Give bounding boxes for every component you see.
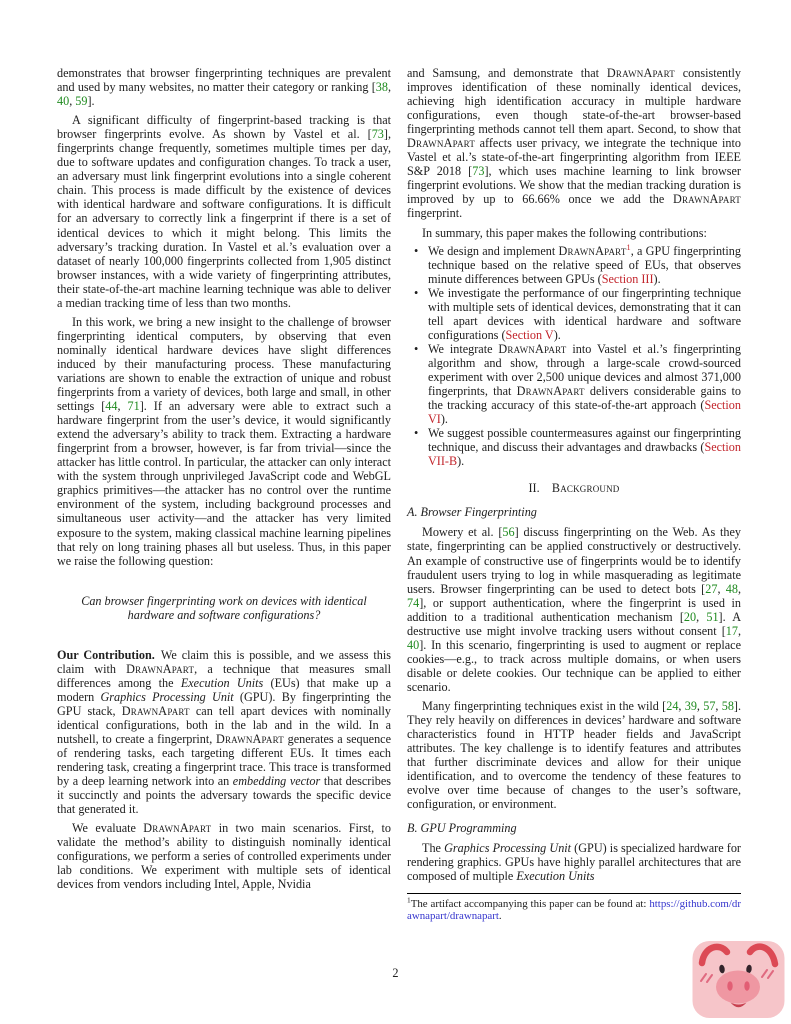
text-run: We design and implement [428, 243, 559, 258]
text-run: Our Contribution. [57, 647, 155, 662]
text-run: in two main scenarios. First, to validate the method’s ability to distinguish nominally identical configurations, we perform a series of controlled experiments under lab conditions. We experiment with multiple sets of identical devices from vendors including Intel, Apple, Nvidia [57, 821, 391, 892]
text-run: (GPU) is specialized hardware for rendering graphics. GPUs have highly parallel architectures that are composed of multiple [407, 841, 741, 884]
contributions-list [407, 244, 741, 469]
section-link[interactable]: Section VII-B [428, 440, 741, 469]
text-run: The artifact accompanying this paper can be found at: [410, 897, 650, 910]
smallcaps-name: DrawnApart [407, 136, 476, 151]
text-run: In summary, this paper makes the following contributions: [422, 225, 707, 240]
smallcaps-name: DrawnApart [672, 192, 741, 207]
text-run: We integrate [428, 341, 499, 356]
text-run: delivers considerable gains to the tracking accuracy of this state-of-the-art approach ( [428, 384, 741, 413]
text-run: ). [653, 271, 661, 286]
text-run: A significant difficulty of fingerprint-based tracking is that browser fingerprints evolve. As shown by Vastel et al. [ [57, 113, 391, 142]
citation-link[interactable]: 73 [371, 127, 384, 142]
paragraph [57, 66, 391, 108]
text-run: ). [553, 327, 561, 342]
text-run: Graphics Processing Unit [444, 841, 572, 856]
smallcaps-name: DrawnApart [121, 703, 190, 718]
text-run: We claim this is possible, and we assess this claim with [57, 647, 391, 676]
text-run: (GPU). By fingerprinting the GPU stack, [57, 689, 391, 718]
text-run: , [737, 623, 741, 638]
section-heading [407, 481, 741, 495]
smallcaps-name: DrawnApart [143, 821, 212, 836]
text-run: We evaluate [72, 821, 144, 836]
text-run: can tell apart devices with nominally identical configurations, both in the lab and in the wild. In a nutshell, to create a fingerprint, [57, 703, 391, 747]
contribution-item [413, 426, 741, 468]
url-link[interactable]: https://github.com/drawnapart/drawnapart [407, 897, 741, 923]
text-run: generates a sequence of rendering tasks, each targeting different EUs. It times each rendering task, creating a fingerprint trace. This trace is transformed by a deep learning network into an [57, 732, 391, 789]
text-run: ] discuss fingerprinting on the Web. As they state, fingerprinting can be applied constructively or destructively. An example of constructive use of fingerprints would be to identify fraudulent users trying to log in while masquerading as legitimate users. Browser fingerprinting can be used to detect bots [ [407, 525, 742, 596]
text-run: Graphics Processing Unit [100, 689, 234, 704]
section-link[interactable]: Section V [505, 327, 554, 342]
text-run: fingerprint. [407, 206, 463, 221]
text-run: , [737, 581, 741, 596]
citation-link[interactable]: 38 [375, 80, 388, 95]
text-run: ], or support authentication, where the fingerprint is used in addition to a traditional authentication mechanism [ [407, 595, 741, 624]
text-run: , [717, 581, 726, 596]
citation-link[interactable]: 44 [105, 399, 118, 414]
paragraph [407, 699, 741, 811]
text-run: embedding vector [232, 774, 321, 789]
text-run: demonstrates that browser fingerprinting techniques are prevalent and used by many websites, no matter their category or ranking [ [57, 66, 391, 95]
right-column [407, 66, 741, 923]
text-run: The [422, 841, 445, 856]
citation-link[interactable]: 39 [684, 698, 697, 713]
citation-link[interactable]: 20 [683, 609, 697, 624]
contribution-item [413, 342, 741, 426]
citation-link[interactable]: 74 [407, 595, 420, 610]
paragraph [57, 821, 391, 891]
text-run: and Samsung, and demonstrate that [407, 66, 607, 80]
paragraph [407, 226, 741, 240]
text-run: ). [457, 454, 465, 469]
citation-link[interactable]: 56 [502, 525, 515, 540]
text-run: Mowery et al. [ [422, 525, 503, 540]
text-run: (EUs) that make up a modern [57, 675, 391, 704]
citation-link[interactable]: 40 [407, 637, 420, 652]
citation-link[interactable]: 73 [472, 164, 485, 179]
text-run: B. GPU Programming [407, 821, 517, 836]
smallcaps-name: DrawnApart [498, 341, 567, 356]
text-run: ]. They rely heavily on differences in devices’ hardware and software characteristics found in HTTP header fields and JavaScript attributes. The key challenge is to identify features and attributes that further discriminate devices and allow for their unique identification, and to overcome the tendency of these features to evolve over time because of changes to the user’s software, configuration, or environment. [407, 698, 742, 812]
research-question [63, 594, 385, 622]
text-run: , [696, 609, 707, 624]
text-run: affects user privacy, we integrate the technique into Vastel et al.’s state-of-the-art fingerprinting algorithm from IEEE S&P 2018 [ [407, 136, 741, 179]
citation-link[interactable]: 57 [703, 698, 716, 713]
smallcaps-name: DrawnApart [126, 661, 195, 676]
text-run: ]. In this scenario, fingerprinting is used to augment or replace cookies—e.g., to track across multiple domains, or when users disable or delete cookies. Our technique can be applied to either scenario. [407, 637, 741, 694]
paragraph [57, 315, 391, 568]
smallcaps-name: DrawnApart [215, 732, 284, 747]
paragraph [57, 113, 391, 310]
text-run: ]. If an adversary were able to extract such a hardware fingerprint from the user’s device, it would significantly extend the adversary’s ability to track them. Extracting a hardware fingerprint from a browser, however, is far from trivial—since the attacker has little control. In particular, the attacker can only interact with the system through unprivileged JavaScript code and WebGL graphics primitives—the attacker has no control over the runtime environment of the system, including background processes and simultaneous user activity—and the attacker has very limited exposure to the system, making classical machine learning pipelines that rely on long training phases all but useless. Thus, in this paper we raise the following question: [57, 399, 391, 568]
text-run: that describes it succinctly and points the adversary towards the specific device that generated it. [57, 774, 392, 817]
paragraph [407, 841, 741, 883]
text-run: , a GPU fingerprinting technique based on the relative speed of EUs, that observes minute differences between GPUs ( [428, 243, 741, 286]
text-run: II. [528, 481, 552, 496]
citation-link[interactable]: 51 [706, 609, 719, 624]
text-run: , [696, 698, 704, 713]
citation-link[interactable]: 17 [725, 623, 738, 638]
text-run: In this work, we bring a new insight to the challenge of browser fingerprinting identical computers, by observing that even nominally identical hardware devices have slight differences induced by their manufacturing process. These manufacturing variations are shown to enable the extraction of unique and robust fingerprints from a variety of devices, both large and small, in other settings [ [57, 314, 391, 414]
text-run: Many fingerprinting techniques exist in the wild [ [422, 698, 667, 713]
paragraph [57, 648, 391, 817]
smallcaps-name: DrawnApart [516, 384, 585, 399]
pig-sticker-icon [692, 940, 785, 1019]
section-link[interactable]: Section VI [428, 398, 741, 427]
footnote-marker: 1 [407, 894, 411, 904]
citation-link[interactable]: 24 [666, 698, 679, 713]
text-run: ). [440, 412, 448, 427]
text-run: ], which uses machine learning to link browser fingerprint evolutions. We show that the median tracking duration is improved by up to 66.66% once we add the [407, 164, 741, 207]
text-run: ]. A destructive use might involve tracking users without consent [ [407, 609, 742, 638]
text-run: , [387, 80, 391, 95]
text-run: , a technique that measures small differences among the [57, 661, 392, 690]
footnote [407, 893, 741, 924]
pig-snout [716, 971, 760, 1004]
text-run: , [69, 94, 76, 109]
left-column [57, 66, 391, 923]
text-run: , [117, 399, 128, 414]
footnote-marker[interactable]: 1 [626, 242, 631, 252]
smallcaps-name: DrawnApart [558, 243, 627, 258]
citation-link[interactable]: 27 [705, 581, 718, 596]
contribution-item [413, 244, 741, 286]
text-run: We suggest possible countermeasures against our fingerprinting technique, and discuss their advantages and drawbacks ( [428, 426, 741, 455]
subsection-heading [407, 821, 741, 835]
page-number: 2 [392, 966, 399, 980]
paragraph [407, 66, 741, 221]
citation-link[interactable]: 58 [721, 698, 734, 713]
paragraph [407, 525, 741, 694]
contribution-item [413, 286, 741, 342]
text-run: , [678, 698, 685, 713]
citation-link[interactable]: 59 [75, 94, 88, 109]
text-run: ], fingerprints change frequently, sometimes multiple times per day, due to software updates and configuration changes. To track a user, an adversary must link fingerprint evolutions into a single coherent chain. This process is made difficult by the existence of devices with identical hardware and software configurations. It is difficult for an adversary to correctly link a fingerprint if there is a set of identical devices to which it might belong. This limits the adversary’s tracking duration. In Vastel et al.’s evaluation over a dataset of nearly 100,000 fingerprints collected from 1,905 distinct browser instances, with a wide variety of fingerprinting attributes, their state-of-the-art machine learning technique was able to deliver a median tracking time of less than two months. [57, 127, 391, 310]
section-link[interactable]: Section III [601, 271, 654, 286]
text-run: ]. [87, 94, 95, 109]
text-run: consistently improves identification of these nominally identical devices, achieving high identification accuracy in multiple hardware configurations, even though state-of-the-art browser-based fingerprinting methods cannot tell them apart. Second, to show that [407, 66, 741, 137]
smallcaps-name: Background [551, 481, 620, 496]
text-run: Execution Units [516, 869, 595, 884]
pig-right-nostril [744, 981, 749, 990]
smallcaps-name: DrawnApart [606, 66, 675, 80]
text-run: Can browser fingerprinting work on devices with identical hardware and software configurations? [81, 593, 367, 622]
citation-link[interactable]: 48 [725, 581, 738, 596]
two-column-layout [57, 66, 741, 923]
text-run: Execution Units [180, 675, 264, 690]
text-run: A. Browser Fingerprinting [407, 505, 537, 520]
subsection-heading [407, 505, 741, 519]
citation-link[interactable]: 40 [57, 94, 70, 109]
text-run: . [498, 910, 502, 923]
text-run: , [715, 698, 722, 713]
pig-left-nostril [727, 981, 732, 990]
text-run: We investigate the performance of our fingerprinting technique with multiple sets of identical devices, demonstrating that it can tell apart devices with identical hardware and software configurations ( [428, 285, 741, 342]
text-run: into Vastel et al.’s fingerprinting algorithm and show, through a large-scale crowd-sourced experiment with over 2,500 unique devices and almost 371,000 fingerprints, that [428, 341, 741, 399]
citation-link[interactable]: 71 [127, 399, 140, 414]
